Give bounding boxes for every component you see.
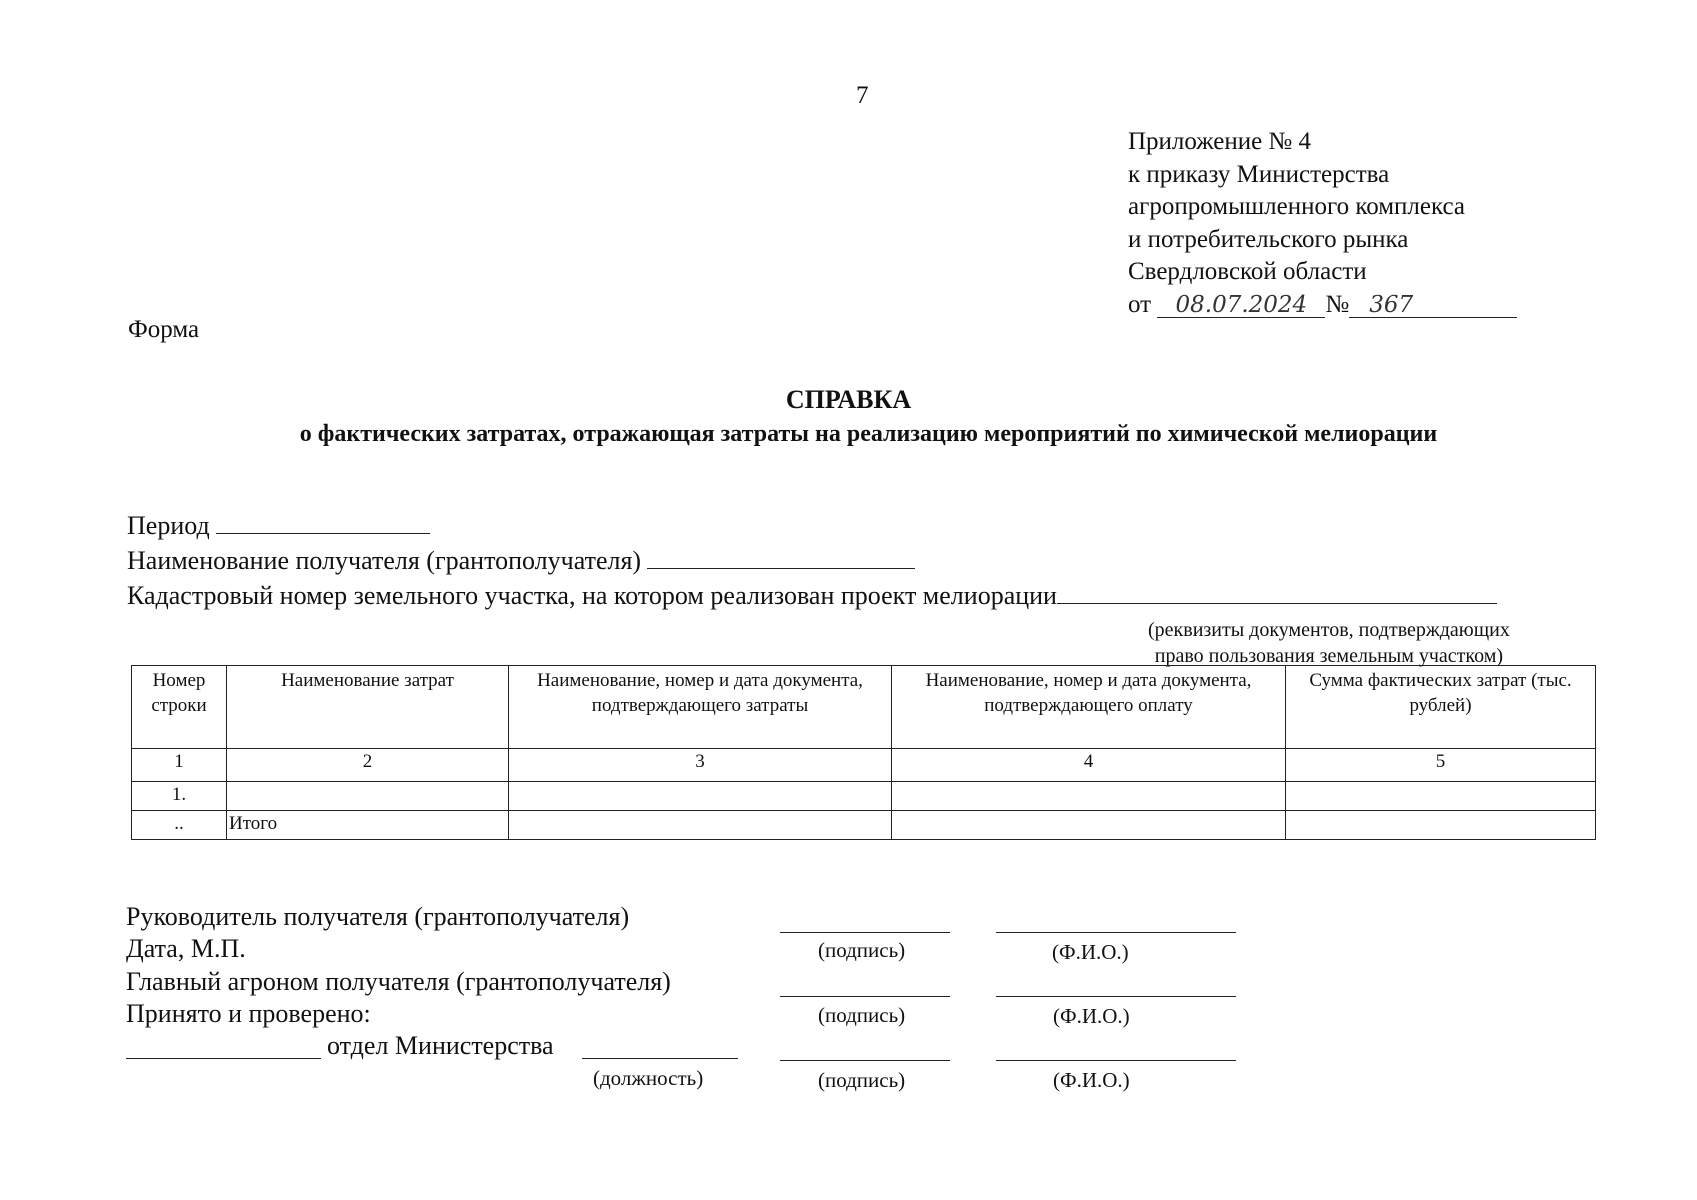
period-blank[interactable] (216, 513, 430, 534)
column-number: 2 (227, 749, 509, 782)
name-caption: (Ф.И.О.) (1052, 940, 1129, 964)
order-date-handwritten: 08.07.2024 (1157, 293, 1325, 318)
appendix-line: агропромышленного комплекса (1128, 193, 1466, 220)
cadastral-blank[interactable] (1057, 583, 1497, 604)
accepted-label: Принято и проверено: (126, 999, 371, 1028)
header-cost-name: Наименование затрат (227, 666, 509, 749)
head-signatory-label: Руководитель получателя (грантополучателя) (126, 902, 630, 931)
table-cell[interactable] (227, 782, 509, 811)
department-name-line[interactable] (996, 1060, 1236, 1061)
name-caption: (Ф.И.О.) (1053, 1068, 1130, 1092)
position-blank-line[interactable] (126, 1058, 321, 1059)
requisites-line-1: (реквизиты документов, подтверждающих (1148, 619, 1510, 641)
appendix-line: Приложение № 4 (1128, 128, 1312, 155)
total-label-cell: Итого (227, 811, 509, 840)
column-number: 1 (132, 749, 227, 782)
column-number: 3 (509, 749, 892, 782)
header-payment-document: Наименование, номер и дата документа, подтверждающего оплату (892, 666, 1286, 749)
appendix-block (1128, 126, 1517, 321)
signature-caption: (подпись) (818, 1003, 906, 1027)
agronomist-signature-line[interactable] (780, 996, 950, 997)
signature-caption: (подпись) (818, 938, 906, 962)
table-cell[interactable] (1286, 782, 1596, 811)
header-cost-document: Наименование, номер и дата документа, подтверждающего затраты (509, 666, 892, 749)
table-row (132, 782, 1596, 811)
document-subtitle: о фактических затратах, отражающая затраты на реализацию мероприятий по химической мелиорации (299, 421, 1438, 447)
form-label: Форма (128, 316, 200, 343)
column-number: 5 (1286, 749, 1596, 782)
order-date-number-line (1128, 289, 1517, 322)
table-cell[interactable] (1286, 811, 1596, 840)
recipient-label: Наименование получателя (грантополучателя) (127, 546, 642, 575)
table-cell[interactable] (892, 782, 1286, 811)
from-prefix: от (1128, 290, 1152, 318)
head-name-line[interactable] (996, 932, 1236, 933)
agronomist-label: Главный агроном получателя (грантополучателя) (126, 967, 671, 996)
name-caption: (Ф.И.О.) (1053, 1004, 1130, 1028)
period-field (127, 511, 430, 541)
requisites-note (1148, 617, 1510, 669)
department-label: отдел Министерства (327, 1031, 554, 1060)
appendix-line: к приказу Министерства (1128, 160, 1390, 188)
document-title: СПРАВКА (785, 385, 912, 414)
header-actual-sum: Сумма фактических затрат (тыс. рублей) (1286, 666, 1596, 749)
date-stamp-label: Дата, М.П. (126, 934, 246, 963)
cadastral-label: Кадастровый номер земельного участка, на котором реализован проект мелиорации (127, 581, 1057, 610)
recipient-field (127, 546, 915, 576)
table-cell[interactable] (509, 811, 892, 840)
table-cell[interactable] (892, 811, 1286, 840)
appendix-line: и потребительского рынка (1128, 225, 1409, 253)
table-cell[interactable]: 1. (132, 782, 227, 811)
costs-table (131, 665, 1596, 840)
agronomist-name-line[interactable] (996, 996, 1236, 997)
position-caption: (должность) (593, 1066, 704, 1090)
signature-caption: (подпись) (818, 1068, 906, 1092)
cadastral-field (127, 581, 1497, 611)
department-signature-line[interactable] (780, 1060, 950, 1061)
appendix-line: Свердловской области (1128, 258, 1367, 285)
order-number-handwritten: 367 (1349, 293, 1517, 318)
page-number: 7 (856, 82, 869, 109)
column-number-row (132, 749, 1596, 782)
header-row-number: Номер строки (132, 666, 227, 749)
table-cell[interactable]: .. (132, 811, 227, 840)
table-header-row (132, 666, 1596, 749)
requisites-line-2: право пользования земельным участком) (1154, 645, 1504, 667)
recipient-blank[interactable] (647, 548, 915, 569)
table-cell[interactable] (509, 782, 892, 811)
period-label: Период (127, 511, 210, 540)
department-blank-line[interactable] (582, 1058, 738, 1059)
table-row-total (132, 811, 1596, 840)
number-sign: № (1325, 290, 1350, 318)
column-number: 4 (892, 749, 1286, 782)
head-signature-line[interactable] (780, 932, 950, 933)
